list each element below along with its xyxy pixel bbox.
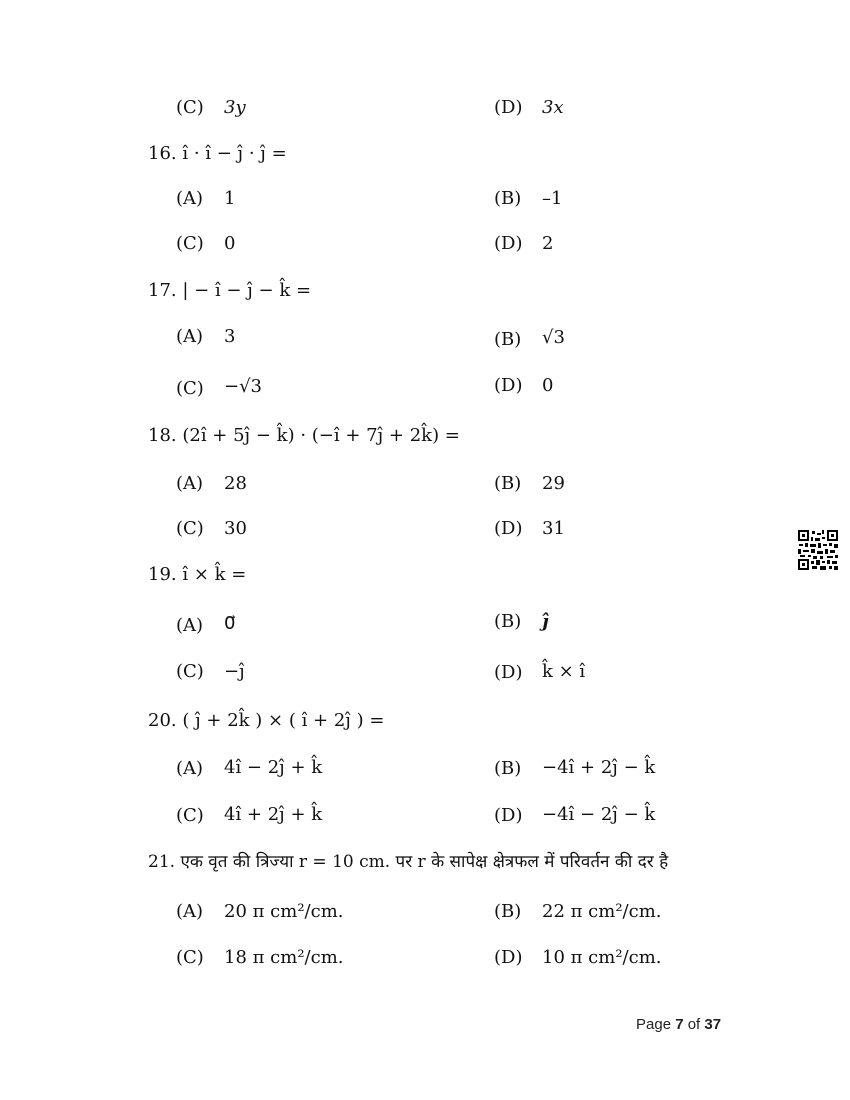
option-text: 4î + 2ĵ + k̂: [224, 804, 323, 825]
option-text: −4î + 2ĵ − k̂: [542, 757, 656, 778]
option-text: 3: [224, 326, 236, 347]
option-label: (D): [494, 662, 523, 683]
option-text: 3x: [542, 97, 564, 118]
option-label: (A): [176, 326, 204, 347]
question-16-stem: 16. î · î − ĵ · ĵ =: [148, 143, 287, 164]
option-text: 2: [542, 233, 554, 254]
option-label: (B): [494, 901, 522, 922]
page-prefix: Page: [636, 1016, 676, 1033]
option-label: (C): [176, 518, 204, 539]
option-text: 0: [542, 375, 554, 396]
option-text: −4î − 2ĵ − k̂: [542, 804, 656, 825]
option-text: 1: [224, 188, 236, 209]
page-total: 37: [704, 1016, 722, 1033]
option-label: (B): [494, 611, 522, 632]
option-label: (A): [176, 473, 204, 494]
option-text: √3: [542, 327, 565, 348]
option-label: (D): [494, 97, 523, 118]
question-18-stem: 18. (2î + 5ĵ − k̂) · (−î + 7ĵ + 2k̂) =: [148, 425, 460, 446]
option-label: (D): [494, 518, 523, 539]
option-label: (C): [176, 378, 204, 399]
option-text: –1: [542, 188, 563, 209]
page-of: of: [683, 1016, 705, 1033]
option-label: (C): [176, 805, 204, 826]
option-label: (A): [176, 615, 204, 636]
option-text: −ĵ: [224, 661, 245, 682]
question-20-stem: 20. ( ĵ + 2k̂ ) × ( î + 2ĵ ) =: [148, 710, 385, 731]
option-label: (C): [176, 97, 204, 118]
option-text: 18 π cm²/cm.: [224, 947, 344, 968]
option-label: (C): [176, 233, 204, 254]
option-text: −√3: [224, 376, 263, 397]
question-17-stem: 17. | − î − ĵ − k̂ =: [148, 280, 312, 301]
option-label: (D): [494, 805, 523, 826]
option-label: (B): [494, 329, 522, 350]
option-text: 28: [224, 473, 247, 494]
question-21-stem: 21. एक वृत की त्रिज्या r = 10 cm. पर r के सापेक्ष क्षेत्रफल में परिवर्तन की दर है: [148, 852, 669, 872]
option-text: 10 π cm²/cm.: [542, 947, 662, 968]
option-label: (B): [494, 473, 522, 494]
page-number: [636, 1016, 721, 1033]
option-label: (A): [176, 188, 204, 209]
option-text: 29: [542, 473, 565, 494]
option-label: (D): [494, 375, 523, 396]
option-label: (D): [494, 233, 523, 254]
option-text: 0⃗: [224, 613, 236, 634]
option-text: 3y: [224, 97, 246, 118]
option-label: (A): [176, 901, 204, 922]
option-text: 22 π cm²/cm.: [542, 901, 662, 922]
option-text: 31: [542, 518, 565, 539]
option-text: 30: [224, 518, 247, 539]
option-text: 0: [224, 233, 236, 254]
option-text: k̂ × î: [542, 661, 586, 682]
option-text: 20 π cm²/cm.: [224, 901, 344, 922]
option-text: ĵ: [542, 611, 549, 632]
option-label: (A): [176, 758, 204, 779]
option-label: (D): [494, 947, 523, 968]
option-label: (B): [494, 758, 522, 779]
qr-code-icon: [798, 530, 838, 570]
option-label: (C): [176, 661, 204, 682]
option-label: (B): [494, 188, 522, 209]
page-current: 7: [675, 1016, 684, 1033]
question-19-stem: 19. î × k̂ =: [148, 564, 247, 585]
option-text: 4î − 2ĵ + k̂: [224, 757, 323, 778]
option-label: (C): [176, 947, 204, 968]
